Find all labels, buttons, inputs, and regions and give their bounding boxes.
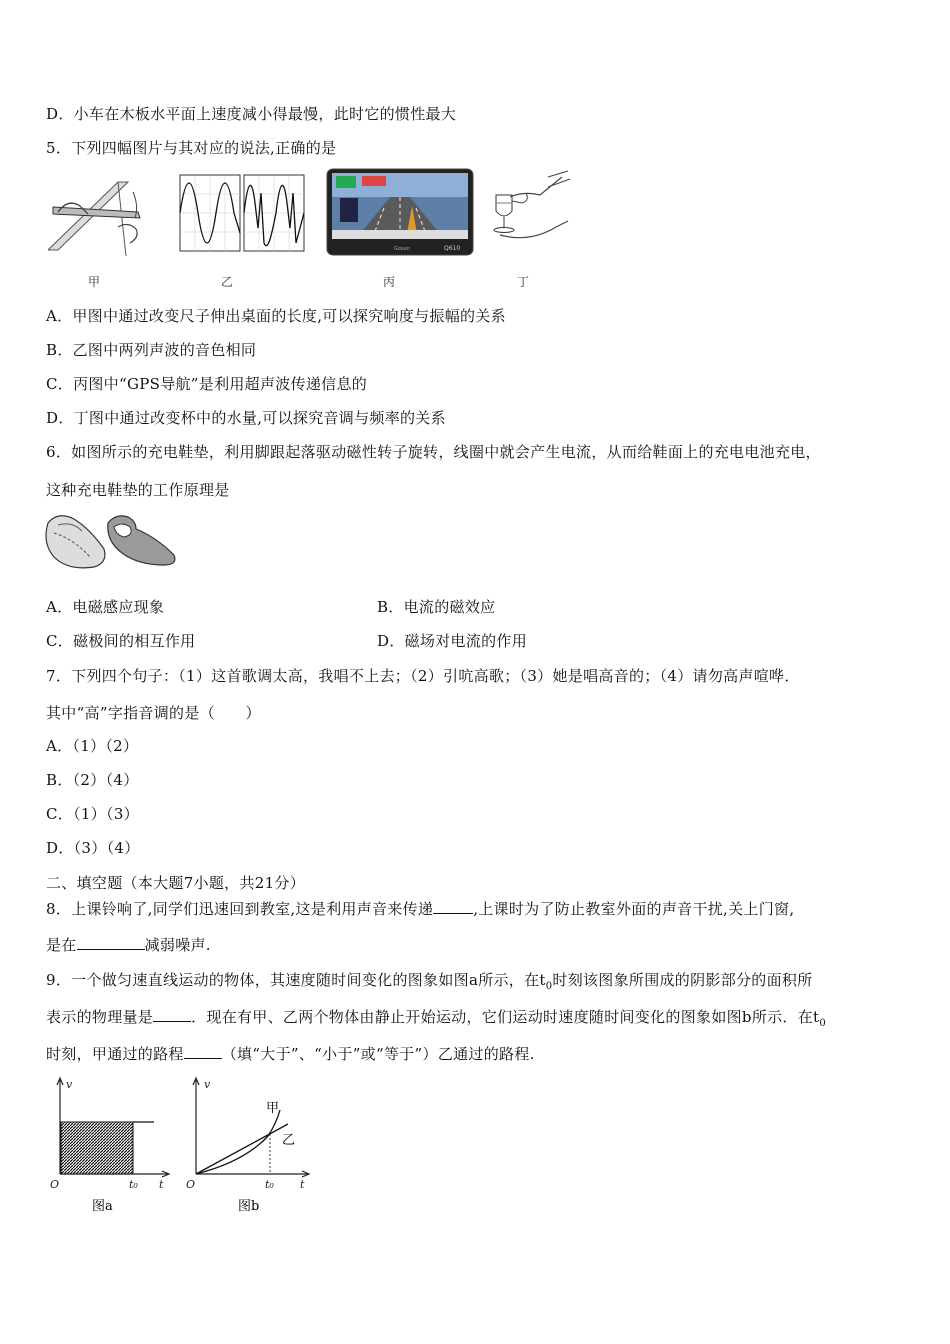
graph-b [184, 1072, 316, 1218]
graph-a-origin: O [50, 1178, 60, 1191]
q9-text-3a: 时刻，甲通过的路程 [46, 1045, 184, 1063]
q8-text-2b: 减弱噪声. [144, 936, 211, 954]
q9-blank-1[interactable] [153, 1008, 191, 1022]
q8-text-2a: 是在 [46, 936, 77, 954]
q5-stem: 5．下列四幅图片与其对应的说法,正确的是 [46, 139, 337, 157]
q9-line1 [46, 969, 813, 992]
gps-brand: Gosun [394, 246, 410, 252]
q5-option-b: B．乙图中两列声波的音色相同 [46, 341, 257, 359]
graph-a-shaded-area [61, 1122, 133, 1174]
graph-a-caption: 图a [92, 1199, 113, 1214]
graph-a [46, 1072, 174, 1218]
graph-b-jia-label: 甲 [266, 1101, 280, 1116]
q9-blank-2[interactable] [184, 1045, 222, 1059]
q6-option-d: D．磁场对电流的作用 [377, 632, 528, 650]
graph-a-t-label: t [159, 1178, 164, 1191]
q9-text-2b: ．现在有甲、乙两个物体由静止开始运动，它们运动时速度随时间变化的图象如图b所示．在t [191, 1008, 820, 1026]
q5-option-c: C．丙图中“GPS导航”是利用超声波传递信息的 [46, 375, 368, 393]
q9-line2 [46, 1006, 826, 1029]
gps-model: Q610 [444, 245, 461, 252]
graph-a-t0: t₀ [129, 1178, 138, 1191]
graph-b-origin: O [186, 1178, 196, 1191]
caption-yi: 乙 [221, 275, 234, 289]
section-title: 二、填空题（本大题7小题，共21分） [46, 874, 306, 892]
graph-b-yi-label: 乙 [282, 1133, 296, 1148]
q7-stem-line2: 其中“高”字指音调的是（ ） [46, 704, 261, 722]
q8-text-1b: ,上课时为了防止教室外面的声音干扰,关上门窗, [473, 900, 795, 918]
graph-a-v-label: v [66, 1078, 73, 1091]
wave-figure [178, 173, 306, 253]
q8-blank-2[interactable] [77, 936, 145, 950]
q7-option-a: A．（1）（2） [46, 737, 139, 755]
q9-sub-2: 0 [819, 1018, 827, 1029]
q9-text-1b: 时刻该图象所围成的阴影部分的面积所 [552, 971, 813, 989]
caption-ding: 丁 [517, 275, 530, 289]
q9-text-3b: （填“大于”、“小于”或“等于”）乙通过的路程. [221, 1045, 535, 1063]
caption-bing: 丙 [383, 275, 396, 289]
q6-option-b: B．电流的磁效应 [377, 598, 496, 616]
q9-text-1a: 9．一个做匀速直线运动的物体，其速度随时间变化的图象如图a所示，在t [46, 971, 546, 989]
q9-sub-1: 0 [545, 981, 553, 992]
q6-stem-line1: 6．如图所示的充电鞋垫，利用脚跟起落驱动磁性转子旋转，线圈中就会产生电流，从而给鞋面上的充电电池充电， [46, 443, 821, 461]
insole-figure [44, 509, 178, 573]
q5-option-d: D．丁图中通过改变杯中的水量,可以探究音调与频率的关系 [46, 409, 446, 427]
q8-line2 [46, 934, 211, 955]
q5-option-a: A．甲图中通过改变尺子伸出桌面的长度,可以探究响度与振幅的关系 [46, 307, 506, 325]
q6-option-c: C．磁极间的相互作用 [46, 632, 196, 650]
caption-jia: 甲 [88, 275, 101, 289]
q7-option-d: D．（3）（4） [46, 839, 140, 857]
graph-b-t-label: t [300, 1178, 305, 1191]
gps-figure [326, 168, 474, 256]
q7-stem-line1: 7．下列四个句子：（1）这首歌调太高，我唱不上去；（2）引吭高歌；（3）她是唱高音的；（4）请勿高声喧哗． [46, 667, 800, 685]
glass-figure [488, 169, 574, 251]
q8-line1 [46, 898, 794, 919]
q9-line3 [46, 1043, 535, 1064]
q6-stem-line2: 这种充电鞋垫的工作原理是 [46, 481, 230, 499]
q6-option-a: A．电磁感应现象 [46, 598, 165, 616]
graph-b-yi-line [196, 1124, 288, 1174]
q8-text-1a: 8．上课铃响了,同学们迅速回到教室,这是利用声音来传递 [46, 900, 434, 918]
q4-option-d: D．小车在木板水平面上速度减小得最慢，此时它的惯性最大 [46, 105, 457, 123]
q7-option-c: C．（1）（3） [46, 805, 139, 823]
q7-option-b: B．（2）（4） [46, 771, 139, 789]
graph-b-v-label: v [204, 1078, 211, 1091]
graph-b-caption: 图b [238, 1199, 260, 1214]
q9-text-2a: 表示的物理量是 [46, 1008, 154, 1026]
q8-blank-1[interactable] [433, 900, 473, 914]
ruler-figure [48, 172, 158, 256]
graph-b-t0: t₀ [265, 1178, 274, 1191]
graph-b-jia-curve [196, 1110, 280, 1174]
